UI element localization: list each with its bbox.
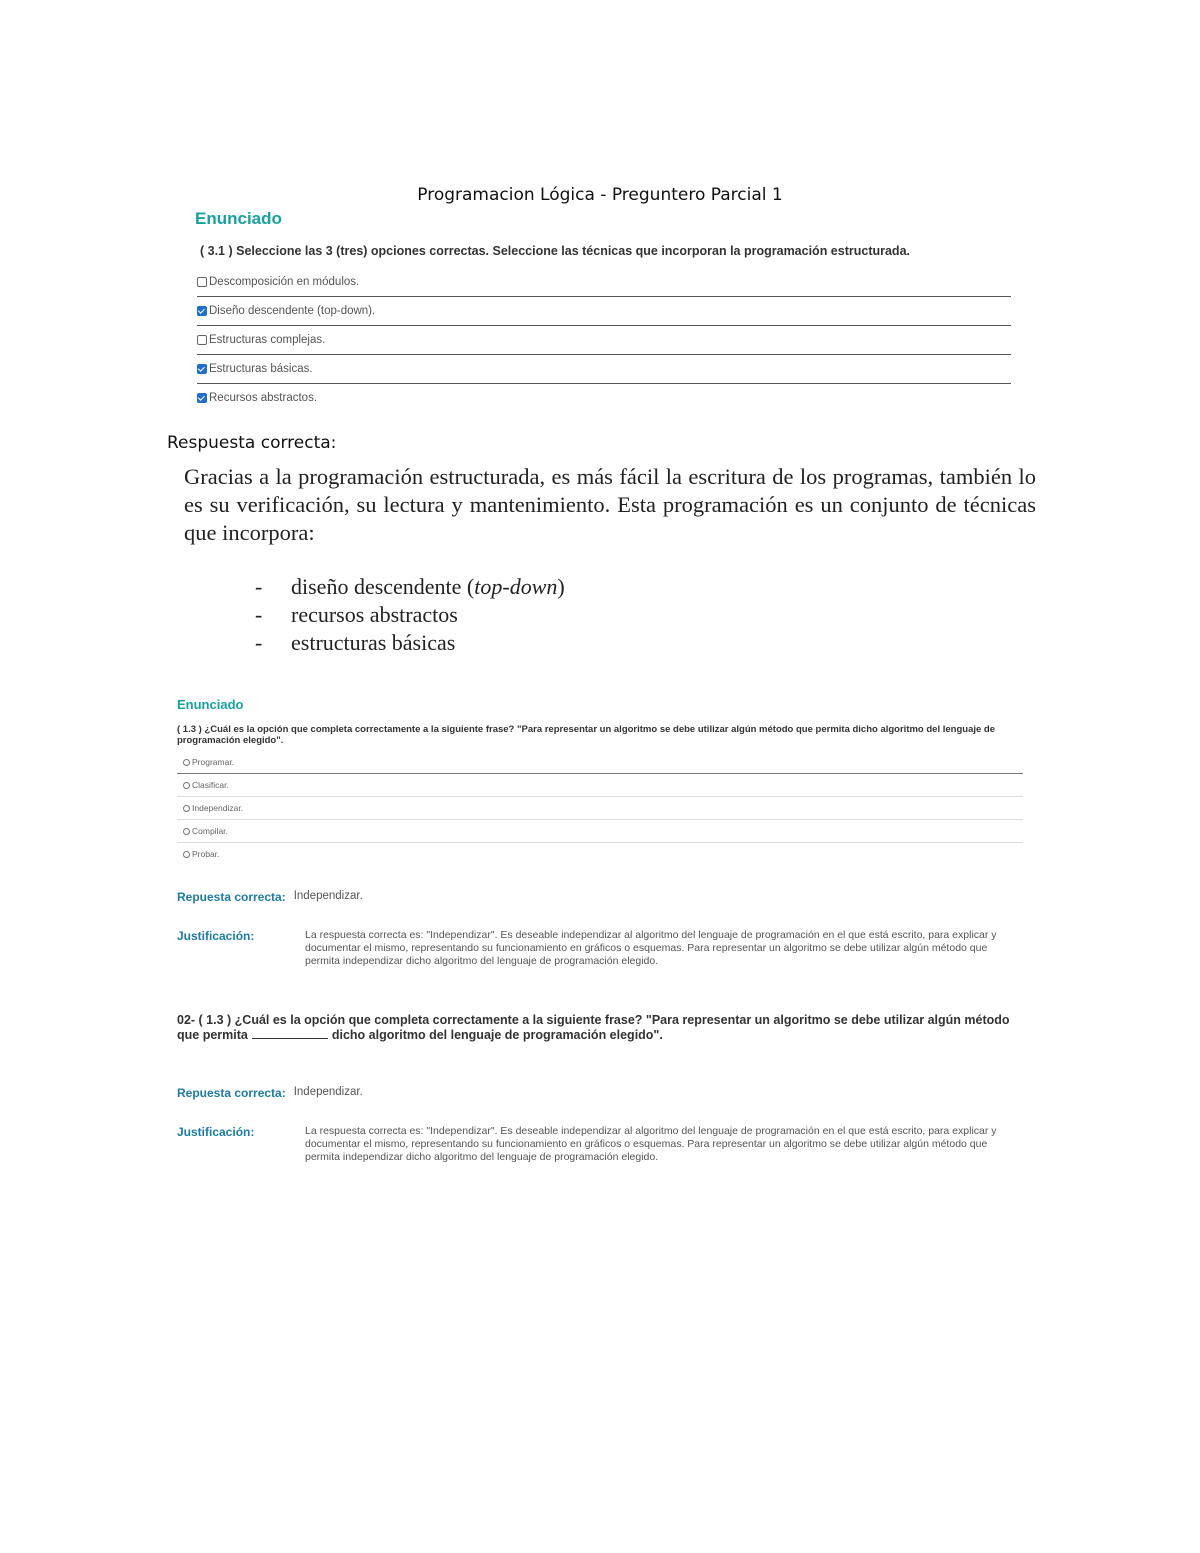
justification-text: La respuesta correcta es: "Independizar". Es deseable independizar al algoritmo del lenguaje de programación en el que está escrito, para explicar y documentar el mismo, representando su funcionamiento en gráficos o esquemas. Para representar un algoritmo se debe utilizar algún método que permita independizar dicho algoritmo del lenguaje de programación elegido. bbox=[305, 929, 997, 967]
answer-label: Repuesta correcta: bbox=[177, 1086, 286, 1100]
question1-option[interactable] bbox=[197, 326, 1011, 355]
list-item bbox=[255, 601, 565, 629]
option-label: Estructuras básicas. bbox=[209, 363, 313, 375]
question1-option[interactable] bbox=[197, 268, 1011, 297]
question2-option[interactable] bbox=[177, 797, 1023, 820]
question3-justification-row bbox=[177, 1125, 1025, 1164]
item-end: ) bbox=[557, 574, 565, 599]
list-dash: - bbox=[255, 602, 263, 627]
checkbox-icon[interactable] bbox=[197, 306, 207, 316]
question3-text-after: dicho algoritmo del lenguaje de programación elegido". bbox=[331, 1028, 663, 1042]
question1-option[interactable] bbox=[197, 384, 1011, 412]
question2-option[interactable] bbox=[177, 774, 1023, 797]
answer-value: Independizar. bbox=[293, 890, 363, 902]
question2-text: ( 1.3 ) ¿Cuál es la opción que completa correctamente a la siguiente frase? "Para representar un algoritmo se debe utilizar algún método que permita dicho algoritmo del lenguaje de programación elegido". bbox=[177, 724, 996, 746]
radio-icon[interactable] bbox=[183, 805, 190, 812]
list-dash: - bbox=[255, 630, 263, 655]
question2-option[interactable] bbox=[177, 843, 1023, 865]
question3-answer-row bbox=[177, 1086, 363, 1100]
item-italic: top-down bbox=[474, 574, 558, 599]
question2-answer-row bbox=[177, 890, 363, 904]
question2-options bbox=[177, 751, 1023, 865]
question3-text-before: 02- ( 1.3 ) ¿Cuál es la opción que completa correctamente a la siguiente frase? "Para representar un algoritmo se debe utilizar algún método que permita bbox=[177, 1013, 1010, 1042]
question1-text: ( 3.1 ) Seleccione las 3 (tres) opciones correctas. Seleccione las técnicas que incorporan la programación estructurada. bbox=[200, 244, 910, 258]
answer-list bbox=[255, 573, 565, 657]
radio-icon[interactable] bbox=[183, 828, 190, 835]
option-label: Programar. bbox=[192, 757, 235, 767]
answer-value: Independizar. bbox=[293, 1086, 363, 1098]
radio-icon[interactable] bbox=[183, 782, 190, 789]
blank-line bbox=[252, 1028, 328, 1039]
question2-justification-row bbox=[177, 929, 1025, 968]
question2-option[interactable] bbox=[177, 820, 1023, 843]
justification-label: Justificación: bbox=[177, 929, 255, 943]
answer-paragraph: Gracias a la programación estructurada, es más fácil la escritura de los programas, también lo es su verificación, su lectura y mantenimiento. Esta programación es un conjunto de técnicas que incorpora: bbox=[184, 464, 1036, 545]
option-label: Clasificar. bbox=[192, 780, 229, 790]
checkbox-icon[interactable] bbox=[197, 364, 207, 374]
question1-option[interactable] bbox=[197, 297, 1011, 326]
radio-icon[interactable] bbox=[183, 759, 190, 766]
checkbox-icon[interactable] bbox=[197, 393, 207, 403]
justification-label: Justificación: bbox=[177, 1125, 255, 1139]
respuesta-correcta-label: Respuesta correcta: bbox=[167, 433, 337, 453]
list-item bbox=[255, 629, 565, 657]
option-label: Descomposición en módulos. bbox=[209, 276, 360, 288]
question2-heading: Enunciado bbox=[177, 697, 244, 712]
question1-heading: Enunciado bbox=[195, 209, 282, 228]
item-text: estructuras básicas bbox=[291, 630, 456, 655]
page-title: Programacion Lógica - Preguntero Parcial 1 bbox=[417, 185, 783, 205]
list-item bbox=[255, 573, 565, 601]
option-label: Compilar. bbox=[192, 826, 228, 836]
option-label: Estructuras complejas. bbox=[209, 334, 326, 346]
question2-option[interactable] bbox=[177, 751, 1023, 774]
item-text: diseño descendente ( bbox=[291, 574, 475, 599]
question1-option[interactable] bbox=[197, 355, 1011, 384]
justification-text: La respuesta correcta es: "Independizar". Es deseable independizar al algoritmo del lenguaje de programación en el que está escrito, para explicar y documentar el mismo, representando su funcionamiento en gráficos o esquemas. Para representar un algoritmo se debe utilizar algún método que permita independizar dicho algoritmo del lenguaje de programación elegido. bbox=[305, 1125, 997, 1163]
option-label: Independizar. bbox=[192, 803, 244, 813]
question1-options bbox=[197, 268, 1011, 412]
option-label: Recursos abstractos. bbox=[209, 392, 318, 404]
answer-label: Repuesta correcta: bbox=[177, 890, 286, 904]
option-label: Diseño descendente (top-down). bbox=[209, 305, 376, 317]
list-dash: - bbox=[255, 574, 263, 599]
option-label: Probar. bbox=[192, 849, 220, 859]
question3-text bbox=[177, 1013, 1027, 1043]
checkbox-icon[interactable] bbox=[197, 277, 207, 287]
item-text: recursos abstractos bbox=[291, 602, 458, 627]
radio-icon[interactable] bbox=[183, 851, 190, 858]
checkbox-icon[interactable] bbox=[197, 335, 207, 345]
